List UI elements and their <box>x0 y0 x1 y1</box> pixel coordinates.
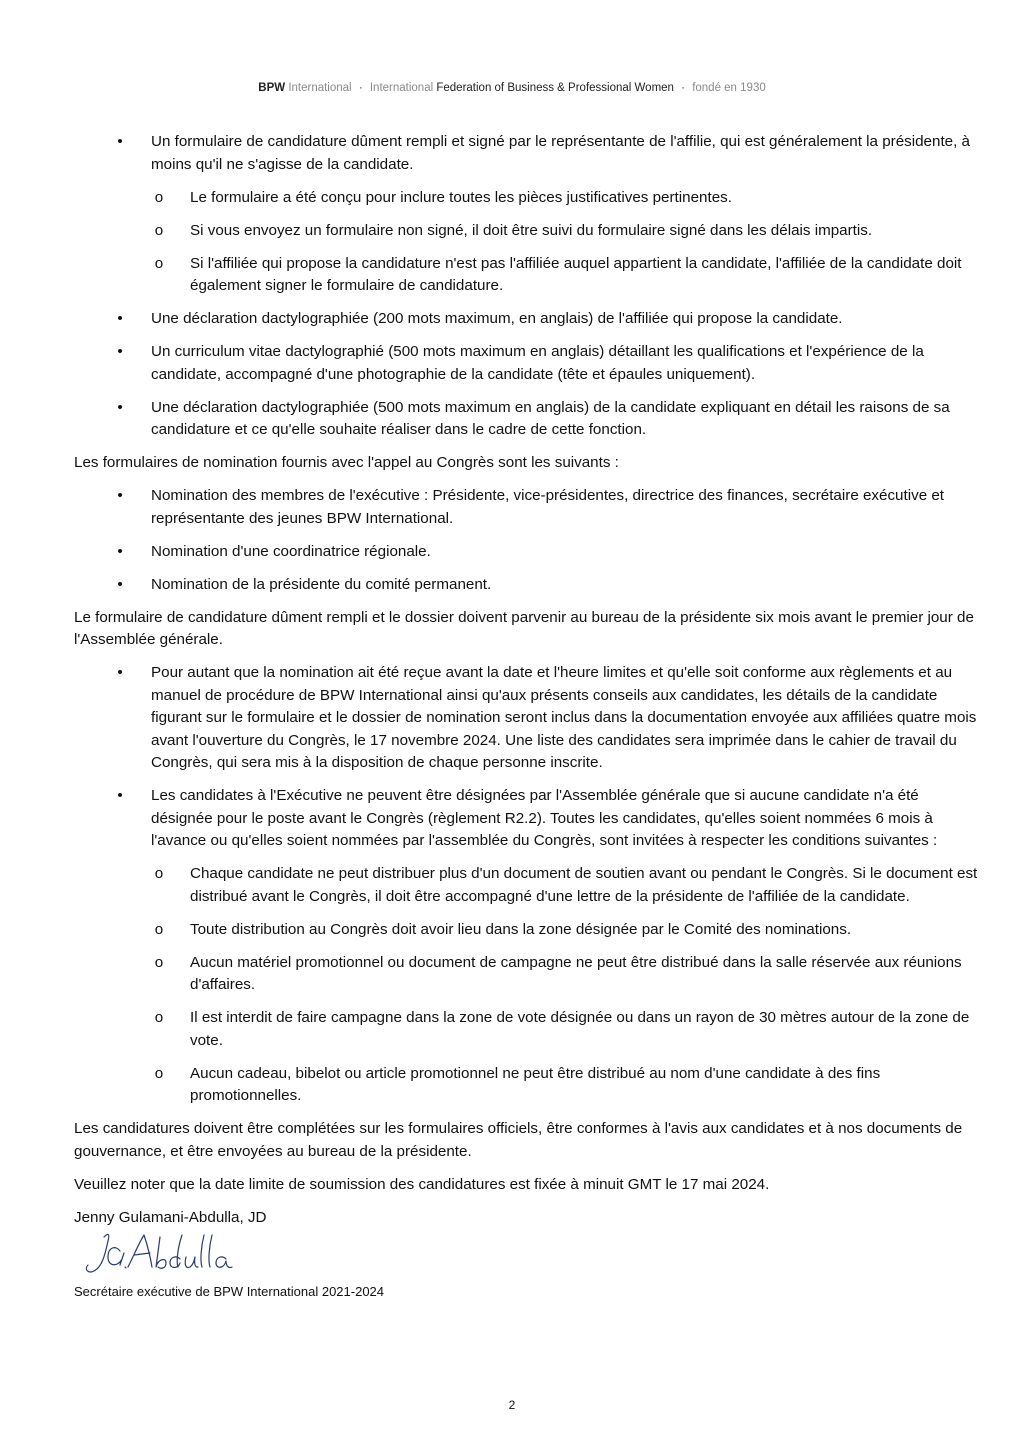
list-item <box>74 662 980 775</box>
sub-item-text: Aucun matériel promotionnel ou document de campagne ne peut être distribué dans la salle réservée aux réunions d'affaires. <box>190 953 962 993</box>
header-intl: International <box>288 82 352 94</box>
sub-marker: o <box>154 221 164 239</box>
header-separator: · <box>358 82 363 94</box>
list-item-text: Un formulaire de candidature dûment rempli et signé par le représentante de l'affilie, qui est généralement la présidente, à moins qu'il ne s'agisse de la candidate. <box>151 133 971 173</box>
signature-image <box>80 1227 260 1279</box>
list-item <box>74 397 980 442</box>
sub-list-item <box>74 919 980 942</box>
signatory-role: Secrétaire exécutive de BPW International 2021-2024 <box>74 1284 385 1299</box>
list-item <box>74 308 980 331</box>
list-item-text: Pour autant que la nomination ait été reçue avant la date et l'heure limites et qu'elle soit conforme aux règlements et au manuel de procédure de BPW International ainsi qu'aux présents conseils aux candidates, les détails de la candidate figurant sur le formulaire et le dossier de nomination seront inclus dans la documentation envoyée aux affiliées quatre mois avant l'ouverture du Congrès, le 17 novembre 2024. Une liste des candidates sera imprimée dans le cahier de travail du Congrès, qui sera mis à la disposition de chaque personne inscrite. <box>151 664 977 771</box>
bullet-marker: • <box>117 487 123 504</box>
requirements-list <box>74 131 980 442</box>
list-item <box>74 485 980 530</box>
header-intl-2: International <box>369 82 434 94</box>
sub-item-text: Le formulaire a été conçu pour inclure toutes les pièces justificatives pertinentes. <box>190 188 732 206</box>
sub-list-item <box>74 1007 980 1052</box>
list-item-text: Nomination des membres de l'exécutive : Présidente, vice-présidentes, directrice des finances, secrétaire exécutive et représentante des jeunes BPW International. <box>151 487 945 527</box>
handwritten-signature <box>80 1227 980 1279</box>
sub-list-item <box>74 952 980 997</box>
signatory-name: Jenny Gulamani-Abdulla, JD <box>74 1208 267 1226</box>
sub-marker: o <box>154 865 164 882</box>
list-item-text: Un curriculum vitae dactylographié (500 mots maximum en anglais) détaillant les qualifications et l'expérience de la candidate, accompagné d'une photographie de la candidate (tête et épaules uniquement). <box>151 343 924 383</box>
sub-list <box>151 187 980 298</box>
sub-list <box>151 863 980 1108</box>
page-header <box>0 82 1024 94</box>
conditions-list <box>74 662 980 1108</box>
bullet-marker: • <box>117 133 123 150</box>
sub-list-item <box>74 1063 980 1108</box>
sub-list-item <box>74 220 980 243</box>
header-org: BPW <box>258 82 286 94</box>
list-item <box>74 785 980 1108</box>
bullet-marker: • <box>117 542 123 560</box>
list-item <box>74 541 980 564</box>
document-body <box>74 131 980 1314</box>
deadline-paragraph: Le formulaire de candidature dûment rempli et le dossier doivent parvenir au bureau de la présidente six mois avant le premier jour de l'Assemblée générale. <box>74 608 974 648</box>
header-separator-2: · <box>681 82 685 94</box>
bullet-marker: • <box>117 664 123 681</box>
sub-item-text: Si vous envoyez un formulaire non signé, il doit être suivi du formulaire signé dans les délais impartis. <box>190 221 873 239</box>
sub-marker: o <box>154 920 164 938</box>
page-number: 2 <box>508 1398 516 1412</box>
sub-list-item <box>74 253 980 298</box>
sub-item-text: Il est interdit de faire campagne dans la zone de vote désignée ou dans un rayon de 30 mètres autour de la zone de vote. <box>190 1009 970 1049</box>
sub-marker: o <box>154 1009 164 1026</box>
list-item <box>74 574 980 597</box>
official-forms-paragraph: Les candidatures doivent être complétées sur les formulaires officiels, être conformes à l'avis aux candidates et à nos documents de gouvernance, et être envoyées au bureau de la présidente. <box>74 1120 963 1160</box>
bullet-marker: • <box>117 343 123 360</box>
list-item-text: Une déclaration dactylographiée (200 mots maximum, en anglais) de l'affiliée qui propose la candidate. <box>151 310 843 327</box>
sub-item-text: Si l'affiliée qui propose la candidature n'est pas l'affiliée auquel appartient la candidate, l'affiliée de la candidate doit également signer le formulaire de candidature. <box>190 254 962 294</box>
list-item-text: Nomination de la présidente du comité permanent. <box>151 575 492 593</box>
bullet-marker: • <box>117 787 123 804</box>
list-item-text: Une déclaration dactylographiée (500 mots maximum en anglais) de la candidate expliquant en détail les raisons de sa candidature et ce qu'elle souhaite réaliser dans le cadre de cette fonction. <box>151 398 950 438</box>
sub-marker: o <box>154 953 164 971</box>
sub-item-text: Toute distribution au Congrès doit avoir lieu dans la zone désignée par le Comité des nominations. <box>190 920 852 938</box>
sub-marker: o <box>154 254 164 272</box>
sub-list-item <box>74 187 980 210</box>
sub-list-item <box>74 863 980 908</box>
sub-item-text: Chaque candidate ne peut distribuer plus d'un document de soutien avant ou pendant le Congrès. Si le document est distribué avant le Congrès, il doit être accompagné d'une lettre de la présidente de l'affiliée de la candidate. <box>190 865 978 905</box>
header-federation: Federation of Business & Professional Women <box>436 82 674 94</box>
bullet-marker: • <box>117 398 123 416</box>
header-founded: fondé en 1930 <box>692 82 766 94</box>
forms-list <box>74 485 980 596</box>
list-item-text: Nomination d'une coordinatrice régionale. <box>151 542 431 560</box>
bullet-marker: • <box>117 575 123 593</box>
sub-marker: o <box>154 188 164 206</box>
list-item-text: Les candidates à l'Exécutive ne peuvent être désignées par l'Assemblée générale que si aucune candidate n'a été désignée pour le poste avant le Congrès (règlement R2.2). Toutes les candidates, qu'elles soient nommées 6 mois à l'avance ou qu'elles soient nommées par l'assemblée du Congrès, sont invitées à respecter les conditions suivantes : <box>151 787 938 849</box>
sub-marker: o <box>154 1064 164 1082</box>
list-item <box>74 131 980 298</box>
forms-paragraph: Les formulaires de nomination fournis avec l'appel au Congrès sont les suivants : <box>74 454 619 471</box>
list-item <box>74 341 980 386</box>
bullet-marker: • <box>117 310 123 327</box>
deadline-note-paragraph: Veuillez noter que la date limite de soumission des candidatures est fixée à minuit GMT le 17 mai 2024. <box>74 1175 770 1193</box>
sub-item-text: Aucun cadeau, bibelot ou article promotionnel ne peut être distribué au nom d'une candidate à des fins promotionnelles. <box>190 1064 881 1104</box>
